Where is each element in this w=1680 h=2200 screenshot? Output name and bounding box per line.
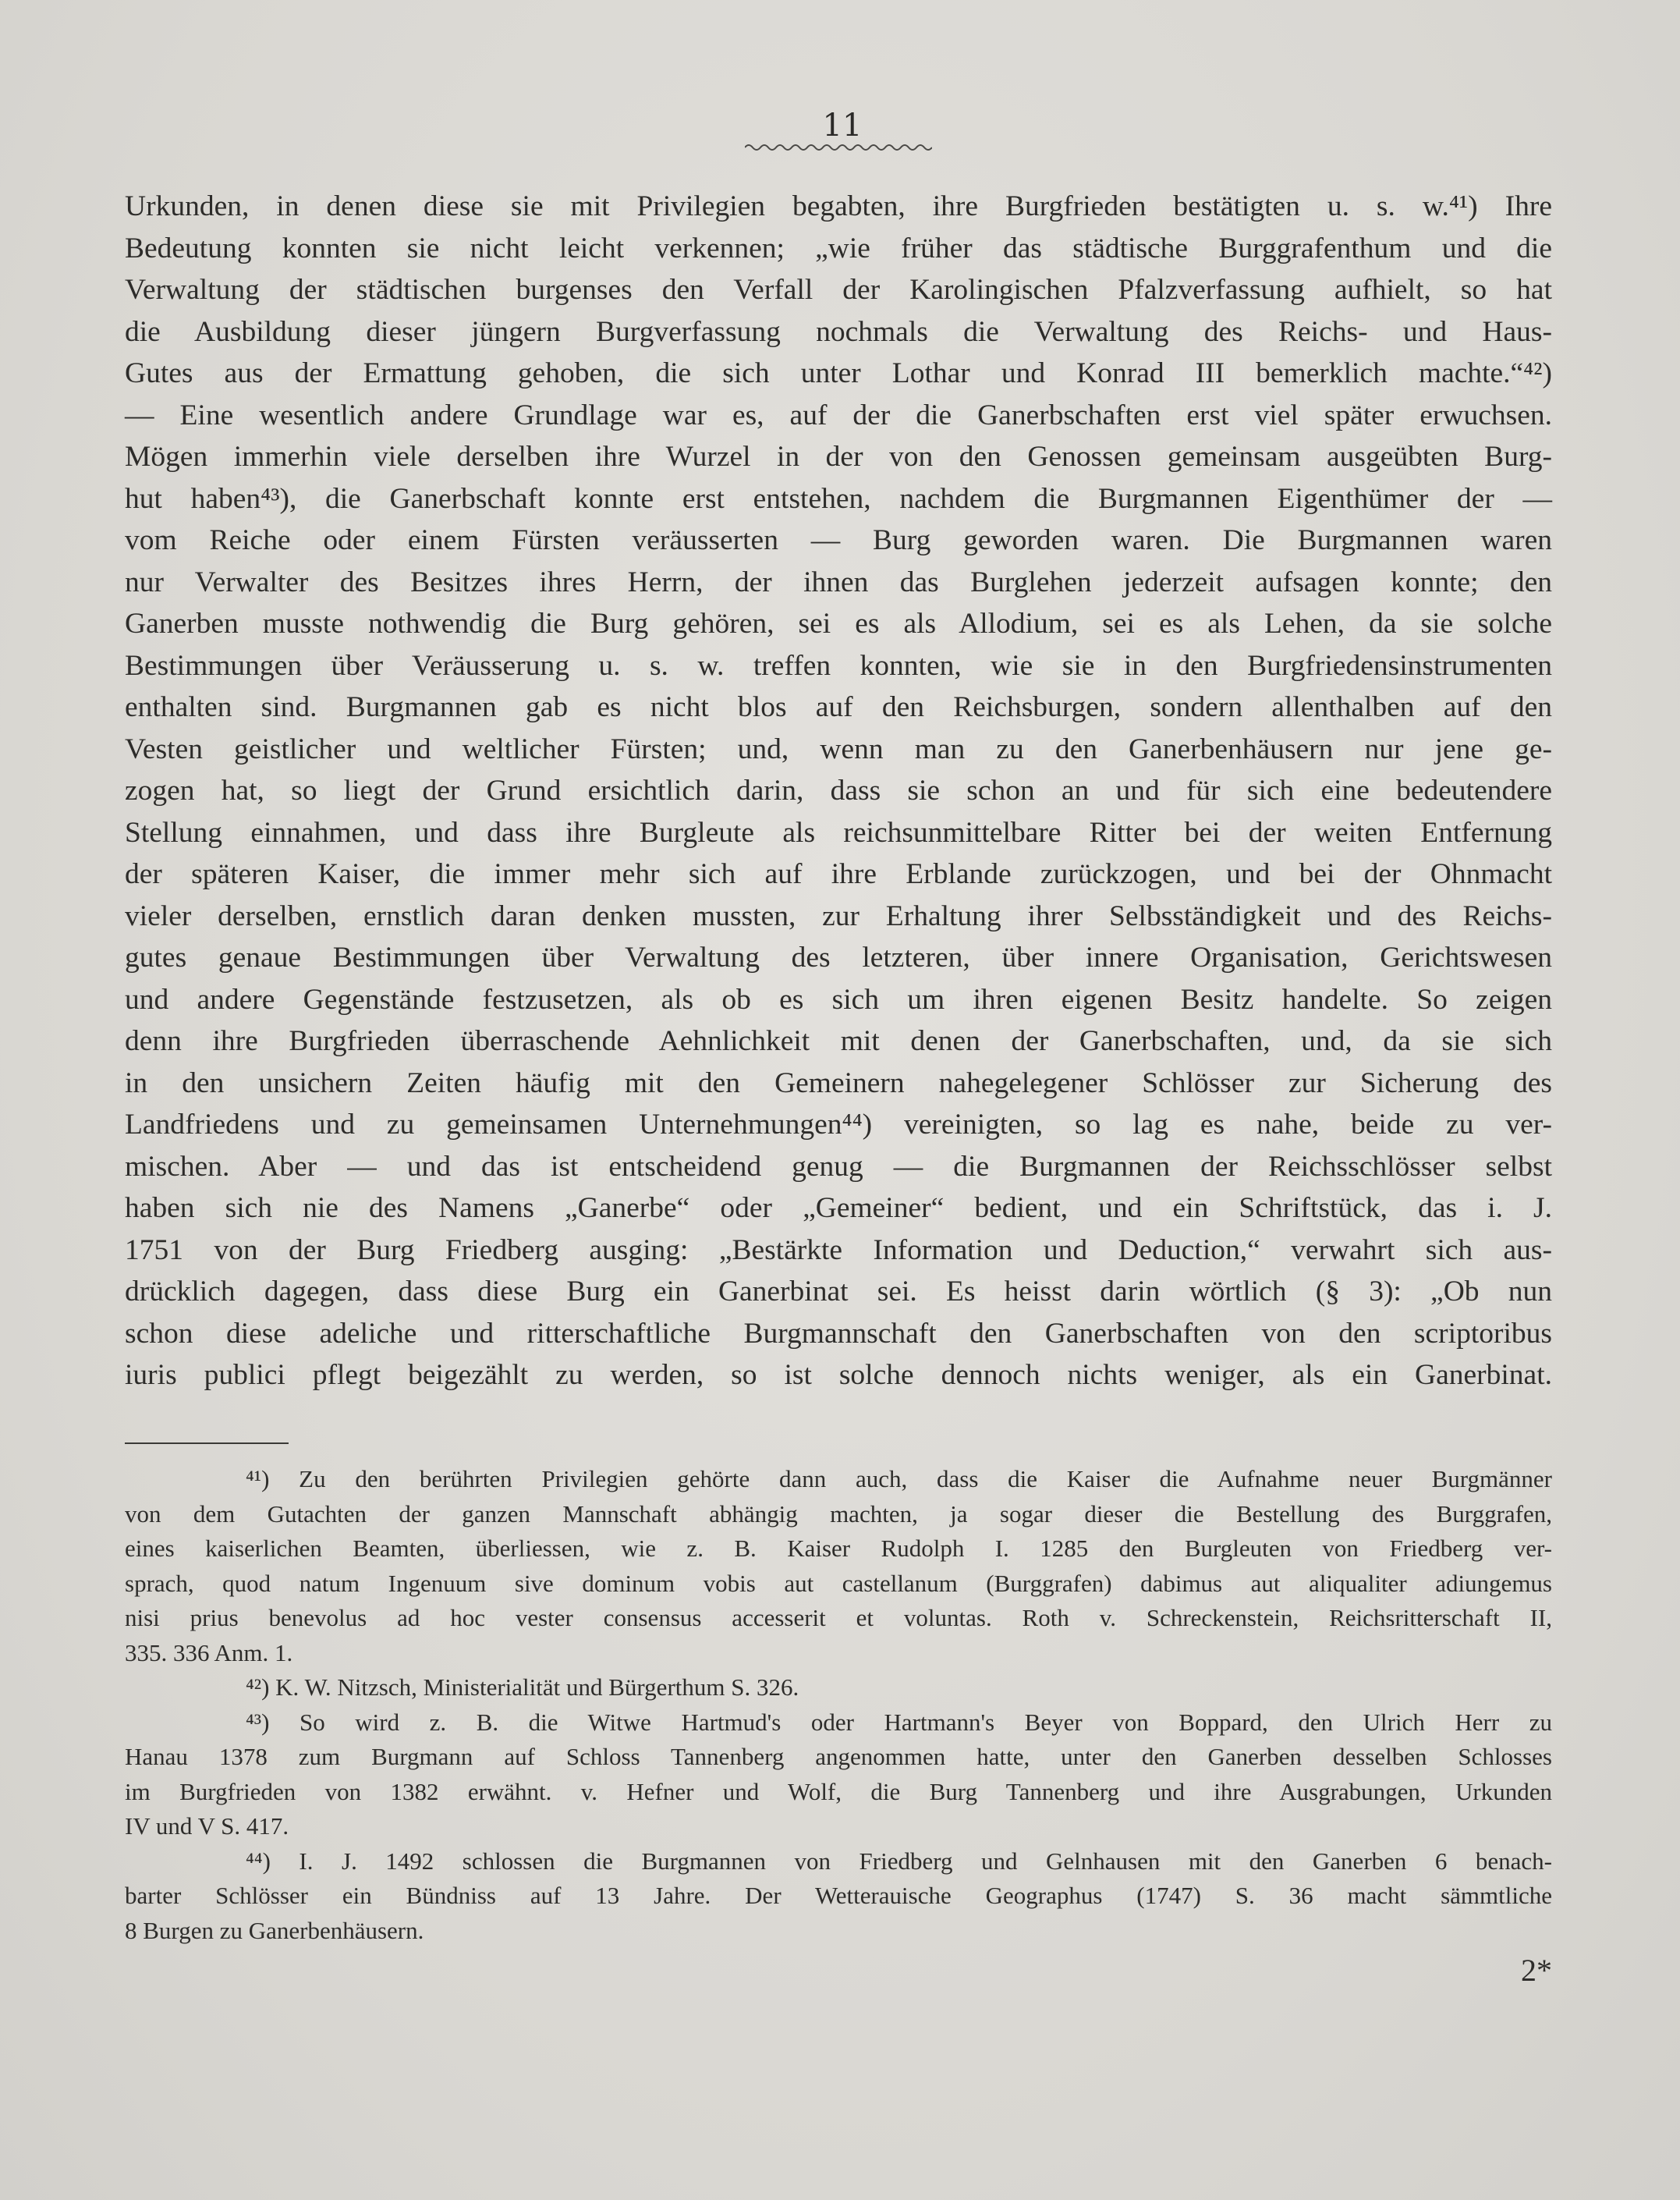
footnote-43-line: ⁴³) So wird z. B. die Witwe Hartmud's oder Hartmann's Beyer von Boppard, den Ulrich Herr zu [246,1708,1552,1736]
text-line: in den unsichern Zeiten häufig mit den Gemeinern nahegelegener Schlösser zur Sicherung des [125,1066,1552,1099]
footnote-41-line: nisi prius benevolus ad hoc vester consensus accesserit et voluntas. Roth v. Schreckenstein, Reichsritterschaft II, [125,1604,1552,1631]
text-line: Verwaltung der städtischen burgenses den Verfall der Karolingischen Pfalzverfassung aufhielt, so hat [125,274,1552,306]
text-line: hut haben⁴³), die Ganerbschaft konnte erst entstehen, nachdem die Burgmannen Eigenthümer der — [125,482,1552,515]
text-line: zogen hat, so liegt der Grund ersichtlich darin, dass sie schon an und für sich eine bedeutendere [125,775,1552,807]
text-line: denn ihre Burgfrieden überraschende Aehnlichkeit mit denen der Ganerbschaften, und, da sie sich [125,1025,1552,1057]
main-text [125,186,1552,1396]
footnote-44-line: ⁴⁴) I. J. 1492 schlossen die Burgmannen von Friedberg und Gelnhausen mit den Ganerben 6 benach- [246,1847,1552,1875]
text-line: Ganerben musste nothwendig die Burg gehören, sei es als Allodium, sei es als Lehen, da sie solche [125,608,1552,640]
footnote-43-line: im Burgfrieden von 1382 erwähnt. v. Hefner und Wolf, die Burg Tannenberg und ihre Ausgrabungen, Urkunden [125,1777,1552,1805]
text-line: Bedeutung konnten sie nicht leicht verkennen; „wie früher das städtische Burggrafenthum und die [125,232,1552,264]
text-line: Mögen immerhin viele derselben ihre Wurzel in der von den Genossen gemeinsam ausgeübten Burg- [125,441,1552,473]
text-line: enthalten sind. Burgmannen gab es nicht blos auf den Reichsburgen, sondern allenthalben auf den [125,691,1552,723]
footnote-44-line: 8 Burgen zu Ganerbenhäusern. [125,1916,424,1944]
text-line: gutes genaue Bestimmungen über Verwaltung des letzteren, über innere Organisation, Gerichtswesen [125,942,1552,974]
text-line: Urkunden, in denen diese sie mit Privilegien begabten, ihre Burgfrieden bestätigten u. s. w.⁴¹) Ihre [125,190,1552,222]
footnote-42-line: ⁴²) K. W. Nitzsch, Ministerialität und Bürgerthum S. 326. [246,1673,799,1701]
footnote-43-line: Hanau 1378 zum Burgmann auf Schloss Tannenberg angenommen hatte, unter den Ganerben desselben Schlosses [125,1743,1552,1770]
text-line: drücklich dagegen, dass diese Burg ein Ganerbinat sei. Es heisst darin wörtlich (§ 3): „Ob nun [125,1276,1552,1308]
signature-mark: 2* [1521,1953,1552,1988]
text-line: vieler derselben, ernstlich daran denken mussten, zur Erhaltung ihrer Selbsständigkeit und des Reichs- [125,900,1552,932]
text-line: und andere Gegenstände festzusetzen, als ob es sich um ihren eigenen Besitz handelte. So zeigen [125,983,1552,1016]
footnote-41-line: 335. 336 Anm. 1. [125,1638,293,1666]
text-line: haben sich nie des Namens „Ganerbe“ oder „Gemeiner“ bedient, und ein Schriftstück, das i. J. [125,1192,1552,1224]
text-line: Landfriedens und zu gemeinsamen Unternehmungen⁴⁴) vereinigten, so lag es nahe, beide zu ver- [125,1109,1552,1141]
text-line: Stellung einnahmen, und dass ihre Burgleute als reichsunmittelbare Ritter bei der weiten Entfernung [125,816,1552,849]
text-line: Bestimmungen über Veräusserung u. s. w. treffen konnten, wie sie in den Burgfriedensinstrumenten [125,649,1552,682]
footnote-41-line: sprach, quod natum Ingenuum sive dominum vobis aut castellanum (Burggrafen) dabimus aut aliqualiter adiungemus [125,1569,1552,1597]
page-number: 11 [822,108,863,144]
footnote-41-line: eines kaiserlichen Beamten, überliessen, wie z. B. Kaiser Rudolph I. 1285 den Burgleuten von Friedberg ver- [125,1535,1552,1562]
header-ornament [745,142,932,153]
footnote-rule [125,1442,289,1444]
footnote-43-line: IV und V S. 417. [125,1812,289,1840]
text-line: mischen. Aber — und das ist entscheidend genug — die Burgmannen der Reichsschlösser selbst [125,1150,1552,1183]
text-line: die Ausbildung dieser jüngern Burgverfassung nochmals die Verwaltung des Reichs- und Haus- [125,315,1552,348]
text-line: nur Verwalter des Besitzes ihres Herrn, der ihnen das Burglehen jederzeit aufsagen konnte; den [125,566,1552,598]
text-line: Vesten geistlicher und weltlicher Fürsten; und, wenn man zu den Ganerbenhäusern nur jene ge- [125,733,1552,765]
text-line: der späteren Kaiser, die immer mehr sich auf ihre Erblande zurückzogen, und bei der Ohnmacht [125,858,1552,890]
footnotes [125,1462,1552,1948]
text-line: vom Reiche oder einem Fürsten veräusserten — Burg geworden waren. Die Burgmannen waren [125,524,1552,556]
text-line: — Eine wesentlich andere Grundlage war es, auf der die Ganerbschaften erst viel später erwuchsen. [125,399,1552,431]
footnote-41-line: ⁴¹) Zu den berührten Privilegien gehörte dann auch, dass die Kaiser die Aufnahme neuer Burgmänner [246,1465,1552,1492]
text-line: iuris publici pflegt beigezählt zu werden, so ist solche dennoch nichts weniger, als ein Ganerbinat. [125,1359,1552,1391]
text-line: 1751 von der Burg Friedberg ausging: „Bestärkte Information und Deduction,“ verwahrt sich aus- [125,1233,1552,1266]
footnote-41-line: von dem Gutachten der ganzen Mannschaft abhängig machten, ja sogar dieser die Bestellung des Burggrafen, [125,1499,1552,1528]
text-line: schon diese adeliche und ritterschaftliche Burgmannschaft den Ganerbschaften von den scriptoribus [125,1317,1552,1350]
text-line: Gutes aus der Ermattung gehoben, die sich unter Lothar und Konrad III bemerklich machte.“⁴²) [125,357,1552,389]
footnote-44-line: barter Schlösser ein Bündniss auf 13 Jahre. Der Wetterauische Geographus (1747) S. 36 macht sämmtliche [125,1882,1552,1909]
